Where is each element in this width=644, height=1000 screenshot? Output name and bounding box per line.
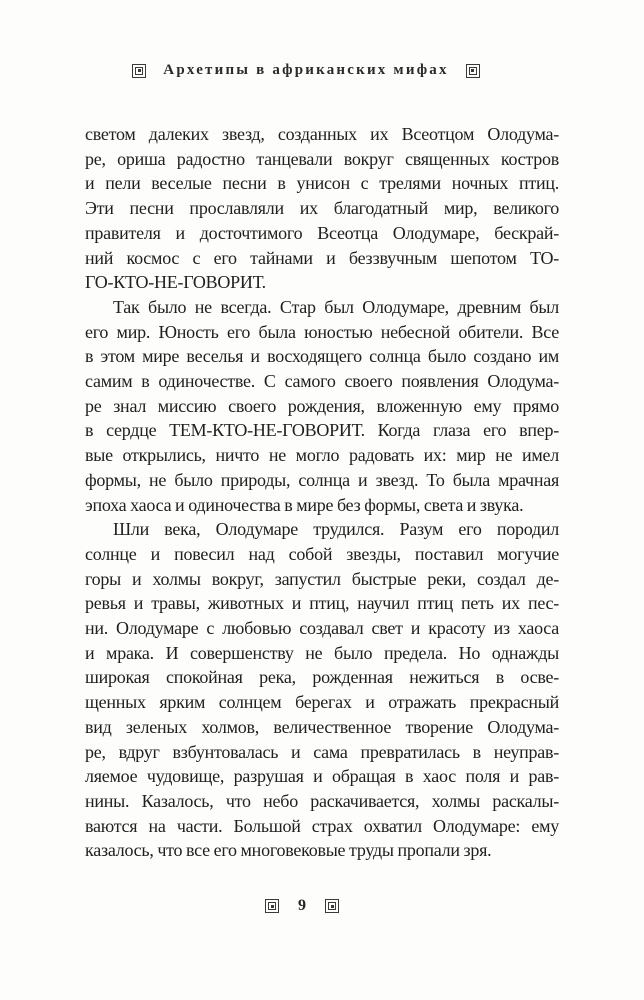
text-line: ре, вдруг взбунтовалась и сама превратилась в неуправ- (85, 741, 559, 762)
text-line: горы и холмы вокруг, запустил быстрые реки, создал де- (85, 568, 559, 589)
nested-square-ornament-icon (325, 899, 339, 913)
text-line: солнце и повесил над собой звезды, поставил могучие (85, 543, 559, 564)
nested-square-ornament-icon (132, 64, 146, 78)
text-line: его мир. Юность его была юностью небесной обители. Все (85, 321, 559, 342)
text-line: Так было не всегда. Стар был Олодумаре, древним был (113, 296, 559, 317)
paragraph (85, 295, 559, 517)
page-footer (0, 897, 624, 915)
text-line: светом далеких звезд, созданных их Всеотцом Олодума- (85, 124, 559, 144)
text-line: казалось, что все его многовековые труды пропали зря. (85, 840, 492, 861)
text-line: в сердце ТЕМ-КТО-НЕ-ГОВОРИТ. Когда глаза его впер- (85, 420, 559, 441)
text-line: нины. Казалось, что небо раскачивается, холмы раскалы- (85, 790, 559, 811)
paragraph (85, 122, 559, 295)
text-line: самим в одиночестве. С самого своего появления Олодума- (85, 371, 559, 392)
text-line: ревья и травы, животных и птиц, научил птиц петь их пес- (85, 593, 559, 614)
text-line: ре знал миссию своего рождения, вложенную ему прямо (85, 395, 559, 416)
text-line: Эти песни прославляли их благодатный мир, великого (85, 198, 559, 219)
text-line: ляемое чудовище, разрушая и обращая в хаос поля и рав- (85, 766, 559, 787)
chapter-title: Архетипы в африканских мифах (163, 62, 449, 78)
text-line: ни. Олодумаре с любовью создавал свет и красоту из хаоса (85, 618, 559, 639)
nested-square-ornament-icon (466, 64, 480, 78)
page-body (85, 122, 559, 863)
text-line: вид зеленых холмов, величественное творение Олодума- (85, 716, 559, 737)
running-header (0, 62, 628, 79)
text-line: и пели веселые песни в унисон с трелями ночных птиц. (85, 173, 559, 194)
paragraph (85, 517, 559, 863)
text-line: широкая спокойная река, рожденная нежиться в осве- (85, 667, 559, 688)
text-line: ре, ориша радостно танцевали вокруг священных костров (85, 148, 559, 169)
text-line: и мрака. И совершенству не было предела. Но однажды (85, 642, 559, 663)
text-line: щенных ярким солнцем берегах и отражать прекрасный (85, 692, 559, 713)
text-line: вые открылись, ничто не могло радовать их: мир не имел (85, 445, 559, 466)
nested-square-ornament-icon (265, 899, 279, 913)
text-line: ний космос с его тайнами и беззвучным шепотом ТО- (85, 247, 559, 268)
text-line: эпоха хаоса и одиночества в мире без формы, света и звука. (85, 494, 524, 515)
text-line: ваются на части. Большой страх охватил Олодумаре: ему (85, 815, 559, 836)
text-line: в этом мире веселья и восходящего солнца было создано им (85, 346, 559, 367)
text-line: ГО-КТО-НЕ-ГОВОРИТ. (85, 272, 266, 293)
text-line: правителя и досточтимого Всеотца Олодумаре, бескрай- (85, 222, 559, 243)
page-number: 9 (298, 897, 306, 914)
text-line: Шли века, Олодумаре трудился. Разум его породил (113, 519, 559, 540)
text-line: формы, не было природы, солнца и звезд. То была мрачная (85, 469, 559, 490)
